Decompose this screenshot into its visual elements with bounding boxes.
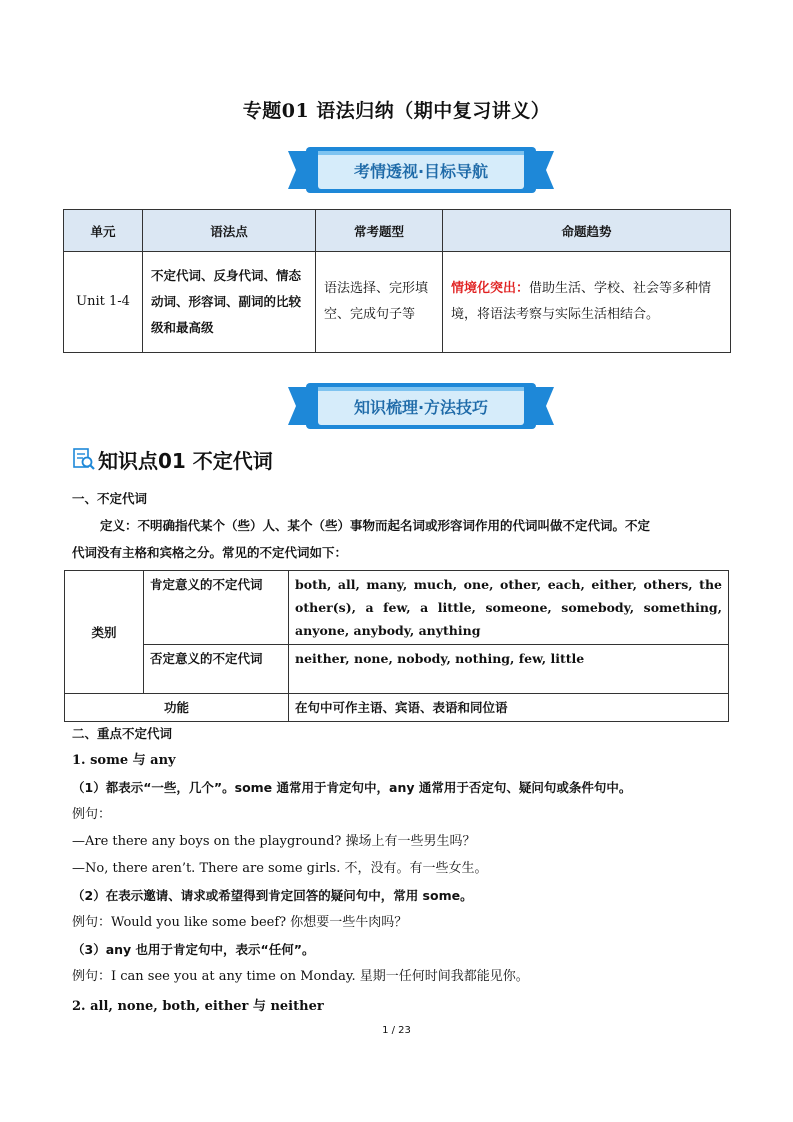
cell-negative-label: 否定意义的不定代词 <box>144 645 289 694</box>
example-3: 例句：Would you like some beef? 你想要一些牛肉吗？ <box>72 915 408 930</box>
cell-function-label: 功能 <box>65 694 289 722</box>
example-4: 例句：I can see you at any time on Monday. 星期一任何时间我都能见你。 <box>72 969 529 984</box>
cell-question-types: 语法选择、完形填空、完成句子等 <box>316 252 443 353</box>
rule-1: （1）都表示“一些，几个”。some 通常用于肯定句中，any 通常用于否定句、疑问句或条件句中。 <box>72 780 632 795</box>
cell-positive-words: both, all, many, much, one, other, each, either, others, the other(s), a few, a little, someone, somebody, something, anyone, anybody, anything <box>289 571 729 645</box>
header-unit: 单元 <box>64 210 143 252</box>
example-2: —No, there aren’t. There are some girls. 不，没有。有一些女生。 <box>72 861 488 876</box>
trend-text: 借助生活、学校、社会等多种情境，将语法考察与实际生活相结合。 <box>451 281 712 322</box>
cell-trend <box>443 252 731 353</box>
example-label: 例句： <box>72 807 112 822</box>
trend-label: 情境化突出： <box>451 281 530 296</box>
cell-grammar: 不定代词、反身代词、情态动词、形容词、副词的比较级和最高级 <box>143 252 316 353</box>
cell-negative-words: neither, none, nobody, nothing, few, little <box>289 645 729 694</box>
subheading-all-none: 2. all, none, both, either 与 neither <box>72 999 324 1014</box>
definition-line-2: 代词没有主格和宾格之分。常见的不定代词如下： <box>72 545 348 560</box>
cell-function-text: 在句中可作主语、宾语、表语和同位语 <box>289 694 729 722</box>
section-one-heading: 一、不定代词 <box>72 491 148 506</box>
banner-title: 考情透视·目标导航 <box>353 162 489 181</box>
section-two-heading: 二、重点不定代词 <box>72 726 173 741</box>
indefinite-pronoun-table <box>64 570 729 722</box>
header-grammar: 语法点 <box>143 210 316 252</box>
rule-2: （2）在表示邀请、请求或希望得到肯定回答的疑问句中，常用 some。 <box>72 888 473 903</box>
document-search-icon <box>72 447 96 471</box>
banner-title: 知识梳理·方法技巧 <box>353 398 489 417</box>
header-trend: 命题趋势 <box>443 210 731 252</box>
knowledge-point-heading <box>72 445 273 474</box>
banner-knowledge-review <box>288 383 554 429</box>
cell-unit: Unit 1-4 <box>64 252 143 353</box>
banner-exam-overview <box>288 147 554 193</box>
exam-overview-table <box>63 209 731 353</box>
rule-3: （3）any 也用于肯定句中，表示“任何”。 <box>72 942 315 957</box>
cell-category: 类别 <box>65 571 144 694</box>
subheading-some-any: 1. some 与 any <box>72 753 176 768</box>
knowledge-point-title: 知识点01 不定代词 <box>98 449 273 473</box>
header-question-types: 常考题型 <box>316 210 443 252</box>
definition-line-1: 定义：不明确指代某个（些）人、某个（些）事物而起名词或形容词作用的代词叫做不定代词。不定 <box>100 518 651 533</box>
page-title: 专题01 语法归纳（期中复习讲义） <box>242 100 551 122</box>
cell-positive-label: 肯定意义的不定代词 <box>144 571 289 645</box>
example-1: —Are there any boys on the playground? 操场上有一些男生吗？ <box>72 834 476 849</box>
page-number: 1 / 23 <box>382 1025 411 1036</box>
